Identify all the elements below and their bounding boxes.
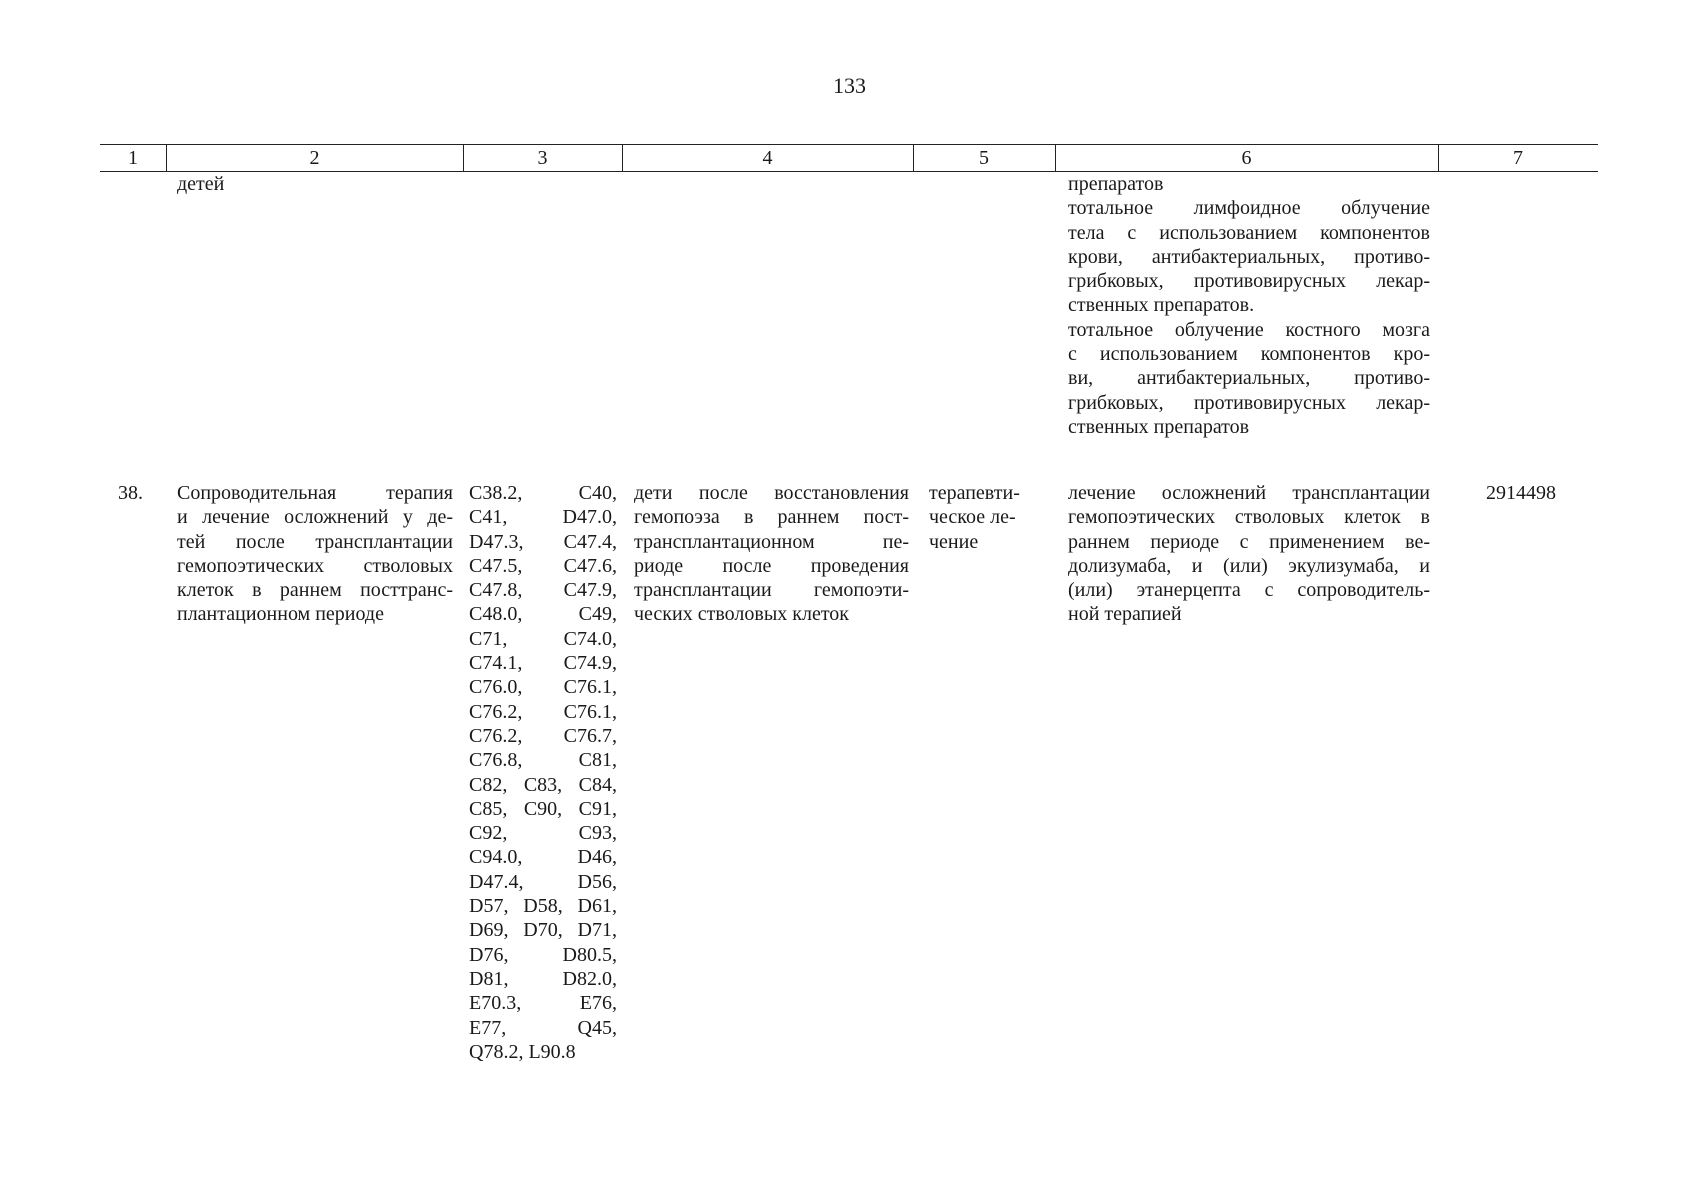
text-line: лечение осложнений трансплантации — [1068, 482, 1430, 504]
code-line: D69, D70, D71, — [469, 919, 617, 942]
text-line: трансплантации гемопоэти- — [634, 579, 909, 602]
text-line: гемопоэза в раннем пост- — [634, 506, 909, 529]
text-line: с использованием компонентов кро- — [1068, 343, 1430, 366]
row-number: 38. — [118, 482, 143, 504]
code-line: D57, D58, D61, — [469, 895, 617, 918]
text-line: крови, антибактериальных, противо- — [1068, 245, 1430, 268]
text-line: тей после трансплантации — [177, 530, 453, 553]
text-line: ческих стволовых клеток — [634, 603, 850, 626]
continuation-col6 — [1068, 172, 1430, 439]
code-line: D47.3, C47.4, — [469, 530, 617, 553]
row38-col7-cost: 2914498 — [1486, 482, 1556, 504]
text-line: трансплантационном пе- — [634, 530, 909, 553]
text-line: ственных препаратов. — [1068, 294, 1255, 317]
text-line: гемопоэтических стволовых клеток в — [1068, 506, 1430, 529]
text-line: риоде после проведения — [634, 554, 909, 577]
code-line: C74.1, C74.9, — [469, 652, 617, 675]
header-col-2: 2 — [309, 147, 320, 169]
header-col-7: 7 — [1513, 147, 1523, 169]
text-line: Сопроводительная терапия — [177, 482, 453, 504]
code-line: C94.0, D46, — [469, 846, 617, 869]
text-line: и лечение осложнений у де- — [177, 506, 453, 529]
text-line: раннем периоде с применением ве- — [1068, 530, 1430, 553]
row38-col5-treatment-type — [929, 481, 1039, 554]
text-line: тотальное лимфоидное облучение — [1068, 197, 1430, 220]
text-line: препаратов — [1068, 173, 1164, 195]
code-line: C76.2, C76.1, — [469, 700, 617, 723]
header-col-1: 1 — [128, 147, 138, 169]
table-header-row — [100, 144, 1598, 172]
code-line: D76, D80.5, — [469, 943, 617, 966]
code-line: C71, C74.0, — [469, 627, 617, 650]
header-col-4: 4 — [762, 147, 773, 169]
text-line: ственных препаратов — [1068, 415, 1250, 438]
code-line: E70.3, E76, — [469, 992, 617, 1015]
text-line: плантационном периоде — [177, 603, 384, 626]
text-line: дети после восстановления — [634, 482, 909, 504]
page-number: 133 — [833, 73, 866, 98]
code-line: C38.2, C40, — [469, 482, 617, 504]
code-line: E77, Q45, — [469, 1016, 617, 1039]
text-line: долизумаба, и (или) экулизумаба, и — [1068, 554, 1430, 577]
row38-col6-method — [1068, 481, 1430, 627]
text-line: клеток в раннем посттранс- — [177, 579, 453, 602]
text-line: ной терапией — [1068, 603, 1182, 626]
text-line: ви, антибактериальных, противо- — [1068, 367, 1430, 390]
continuation-col2 — [177, 172, 467, 196]
text-line: грибковых, противовирусных лекар- — [1068, 270, 1430, 293]
text-line: (или) этанерцепта с сопроводитель- — [1068, 579, 1430, 602]
row38-col2-name — [177, 481, 453, 627]
text-line: грибковых, противовирусных лекар- — [1068, 391, 1430, 414]
code-line: Q78.2, L90.8 — [469, 1040, 576, 1063]
text-line: детей — [177, 173, 225, 195]
text-line: чение — [929, 530, 979, 553]
row38-col4-patient-model — [634, 481, 909, 627]
text-line: терапевти- — [929, 482, 1020, 504]
code-line: C92, C93, — [469, 822, 617, 845]
code-line: C47.8, C47.9, — [469, 579, 617, 602]
header-col-3: 3 — [537, 147, 548, 169]
code-line: C76.8, C81, — [469, 749, 617, 772]
code-line: C82, C83, C84, — [469, 773, 617, 796]
code-line: C76.2, C76.7, — [469, 724, 617, 747]
text-line: тела с использованием компонентов — [1068, 221, 1430, 244]
row38-col3-codes — [469, 481, 617, 1064]
code-line: C47.5, C47.6, — [469, 554, 617, 577]
code-line: C48.0, C49, — [469, 603, 617, 626]
text-line: тотальное облучение костного мозга — [1068, 318, 1430, 341]
code-line: C76.0, C76.1, — [469, 676, 617, 699]
code-line: D47.4, D56, — [469, 870, 617, 893]
header-col-5: 5 — [979, 147, 989, 169]
code-line: D81, D82.0, — [469, 967, 617, 990]
text-line: гемопоэтических стволовых — [177, 554, 453, 577]
code-line: C41, D47.0, — [469, 506, 617, 529]
header-col-6: 6 — [1241, 147, 1252, 169]
code-line: C85, C90, C91, — [469, 797, 617, 820]
text-line: ческое ле- — [929, 506, 1016, 529]
